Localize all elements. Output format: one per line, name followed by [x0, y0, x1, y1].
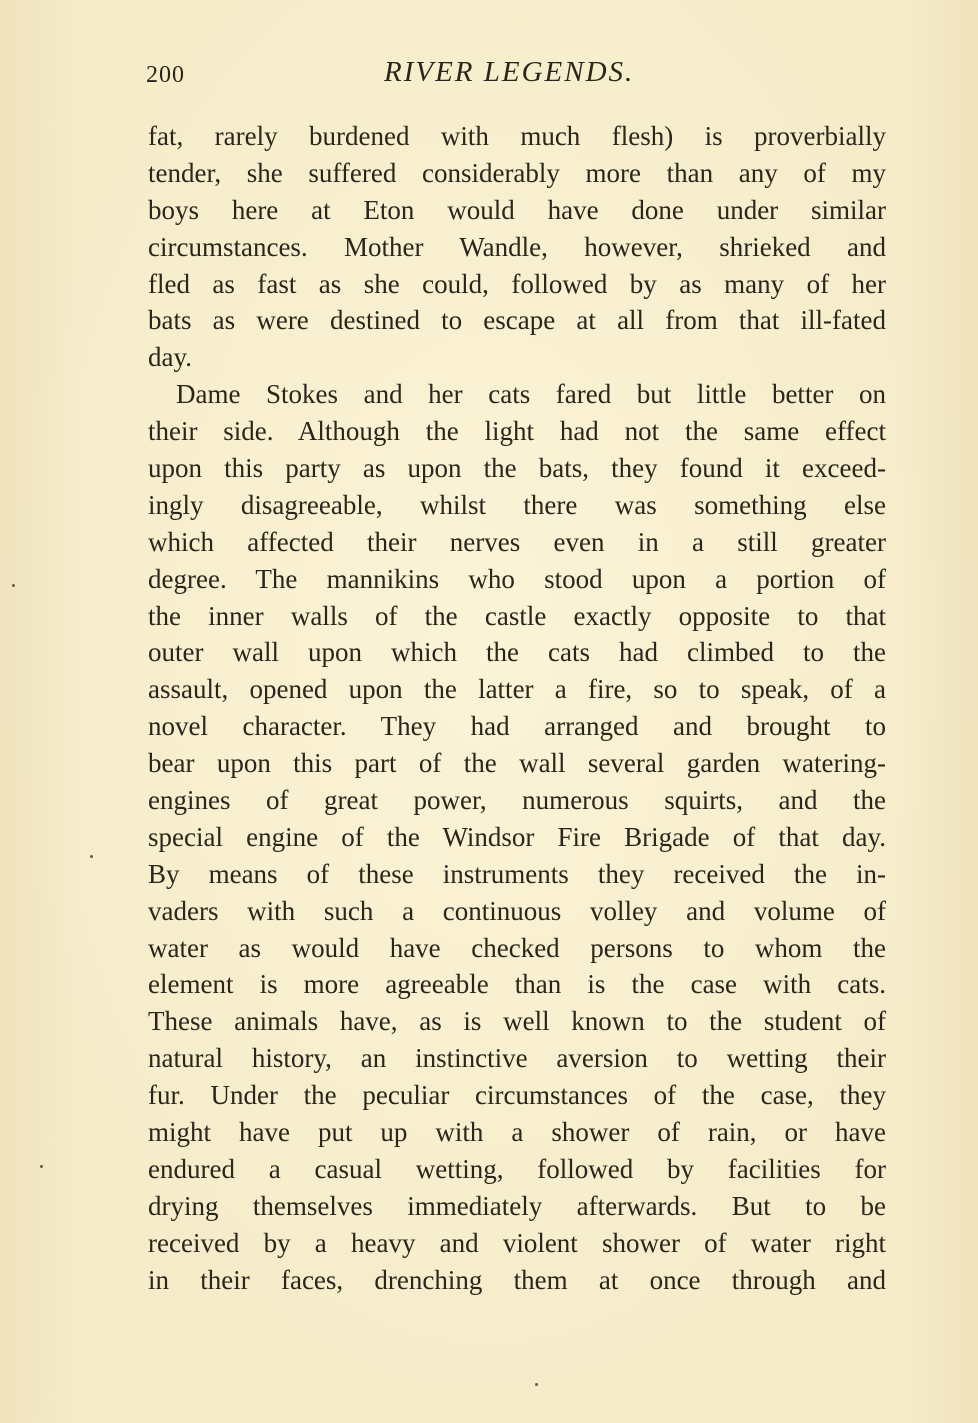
paper-speck — [40, 1165, 43, 1168]
text-line: novel character. They had arranged and brought to — [148, 711, 886, 742]
text-line: These animals have, as is well known to the student of — [148, 1006, 886, 1037]
text-line: By means of these instruments they received the in- — [148, 858, 886, 889]
text-line: fled as fast as she could, followed by as many of her — [148, 268, 886, 299]
text-line: the inner walls of the castle exactly opposite to that — [148, 600, 886, 631]
text-line: upon this party as upon the bats, they found it exceed- — [148, 453, 886, 484]
text-line: degree. The mannikins who stood upon a portion of — [148, 563, 886, 594]
running-title: RIVER LEGENDS. — [384, 56, 635, 88]
text-line: natural history, an instinctive aversion to wetting their — [148, 1043, 886, 1074]
paragraph-start-line: Dame Stokes and her cats fared but little better on — [176, 379, 886, 410]
text-line: fur. Under the peculiar circumstances of the case, they — [148, 1080, 886, 1111]
text-line: element is more agreeable than is the case with cats. — [148, 969, 886, 1000]
page-number: 200 — [146, 62, 185, 88]
text-line: might have put up with a shower of rain, or have — [148, 1117, 886, 1148]
text-line: day. — [148, 342, 192, 373]
text-line: bear upon this part of the wall several garden watering- — [148, 748, 886, 779]
text-line: which affected their nerves even in a still greater — [148, 526, 886, 557]
text-line: fat, rarely burdened with much flesh) is proverbially — [148, 121, 886, 151]
text-line: water as would have checked persons to whom the — [148, 932, 886, 963]
text-line: ingly disagreeable, whilst there was something else — [148, 489, 886, 520]
text-line: received by a heavy and violent shower of water right — [148, 1227, 886, 1258]
text-line: drying themselves immediately afterwards. But to be — [148, 1190, 886, 1221]
text-line: endured a casual wetting, followed by facilities for — [148, 1153, 886, 1184]
text-line: special engine of the Windsor Fire Brigade of that day. — [148, 821, 886, 852]
text-line: outer wall upon which the cats had climbed to the — [148, 637, 886, 668]
paper-speck — [12, 584, 15, 587]
body-text — [148, 118, 886, 1299]
text-line: tender, she suffered considerably more than any of my — [148, 157, 886, 188]
text-line: vaders with such a continuous volley and volume of — [148, 895, 886, 926]
paper-speck — [90, 855, 93, 858]
paper-speck — [535, 1383, 538, 1386]
text-line: engines of great power, numerous squirts, and the — [148, 785, 886, 816]
text-line: assault, opened upon the latter a fire, so to speak, of a — [148, 674, 886, 705]
text-line: bats as were destined to escape at all from that ill-fated — [148, 305, 886, 336]
text-line: in their faces, drenching them at once through and — [148, 1264, 886, 1295]
text-line: boys here at Eton would have done under similar — [148, 194, 886, 225]
text-line: circumstances. Mother Wandle, however, shrieked and — [148, 231, 886, 262]
text-line: their side. Although the light had not the same effect — [148, 416, 886, 447]
